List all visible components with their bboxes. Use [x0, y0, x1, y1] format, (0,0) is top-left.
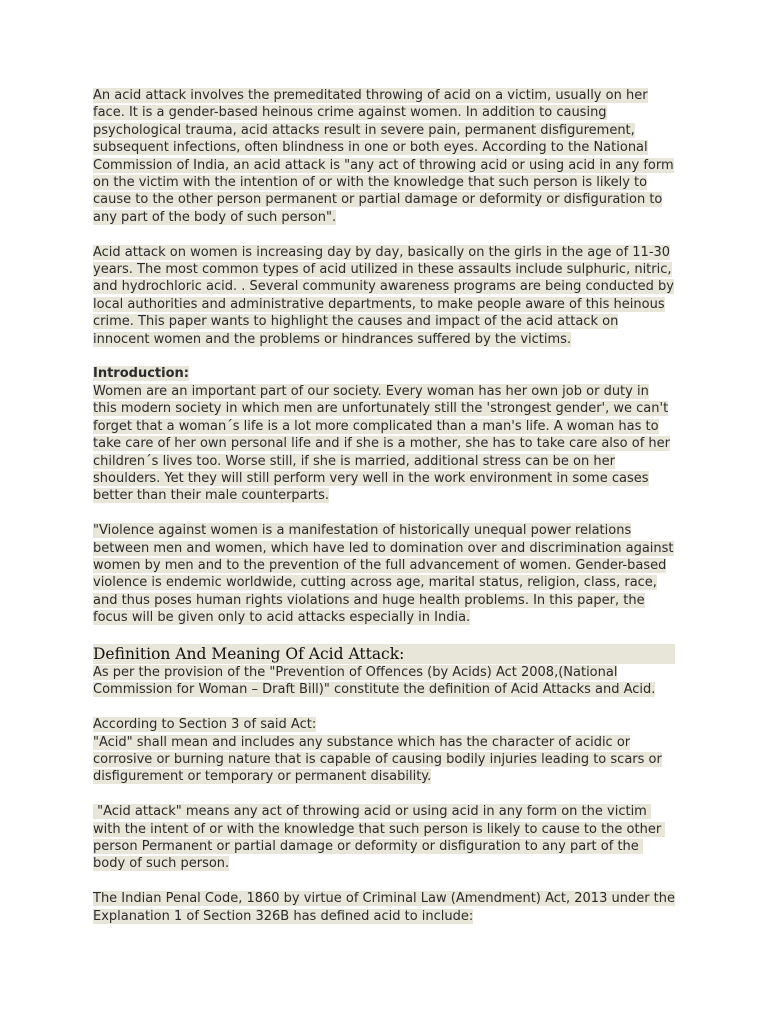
paragraph-text: Acid attack on women is increasing day by day, basically on the girls in the age of 11-30 years. The most common types of acid utilized in these assaults include sulphuric, nitric, and hydrochloric acid. . Several community awareness programs are being conducted by local authorities and administrative departments, to make people aware of this heinous crime. This paper wants to highlight the causes and impact of the acid attack on innocent women and the problems or hindrances suffered by the victims.	[93, 244, 674, 347]
definition-heading: Definition And Meaning Of Acid Attack:	[93, 644, 675, 664]
introduction-heading: Introduction:	[93, 366, 189, 382]
paragraph-violence-against-women	[93, 522, 675, 626]
paragraph-text: Women are an important part of our society. Every woman has her own job or duty in this modern society in which men are unfortunately still the 'strongest gender', we can't forget that a woman´s life is a lot more complicated than a man's life. A woman has to take care of her own personal life and if she is a mother, she has to take care also of her children´s lives too. Worse still, if she is married, additional stress can be on her shoulders. Yet they will still perform very well in the work environment in some cases better than their male counterparts.	[93, 383, 671, 504]
document-body	[93, 87, 675, 942]
paragraph-ipc	[93, 890, 675, 925]
paragraph-acid-attack-increase	[93, 244, 675, 348]
section-3-label: According to Section 3 of said Act:	[93, 717, 317, 733]
paragraph-text: An acid attack involves the premeditated throwing of acid on a victim, usually on her face. It is a gender-based heinous crime against women. In addition to causing psychological trauma, acid attacks result in severe pain, permanent disfigurement, subsequent infections, often blindness in one or both eyes. According to the National Commission of India, an acid attack is "any act of throwing acid or using acid in any form on the victim with the intention of or with the knowledge that such person is likely to cause to the other person permanent or partial damage or deformity or disfiguration to any part of the body of such person".	[93, 88, 674, 225]
paragraph-text: The Indian Penal Code, 1860 by virtue of Criminal Law (Amendment) Act, 2013 under the Explanation 1 of Section 326B has defined acid to include:	[93, 891, 676, 924]
paragraph-text: "Acid attack" means any act of throwing acid or using acid in any form on the victim with the intent of or with the knowledge that such person is likely to cause to the other person Permanent or partial damage or deformity or disfiguration to any part of the body of such person.	[93, 804, 666, 872]
paragraph-acid-attack-overview	[93, 87, 675, 226]
paragraph-text: As per the provision of the "Prevention of Offences (by Acids) Act 2008,(National Commission for Woman – Draft Bill)" constitute the definition of Acid Attacks and Acid.	[93, 664, 656, 698]
section-introduction	[93, 365, 675, 504]
paragraph-definition	[93, 664, 675, 699]
paragraph-acid-attack-definition	[93, 803, 675, 873]
acid-definition-text: "Acid" shall mean and includes any substance which has the character of acidic or corrosive or burning nature that is capable of causing bodily injuries leading to scars or disfigurement or temporary or permanent disability.	[93, 734, 662, 785]
paragraph-text: "Violence against women is a manifestation of historically unequal power relations between men and women, which have led to domination over and discrimination against women by men and to the prevention of the full advancement of women. Gender-based violence is endemic worldwide, cutting across age, marital status, religion, class, race, and thus poses human rights violations and huge health problems. In this paper, the focus will be given only to acid attacks especially in India.	[93, 523, 674, 626]
section-3-definition	[93, 716, 675, 786]
